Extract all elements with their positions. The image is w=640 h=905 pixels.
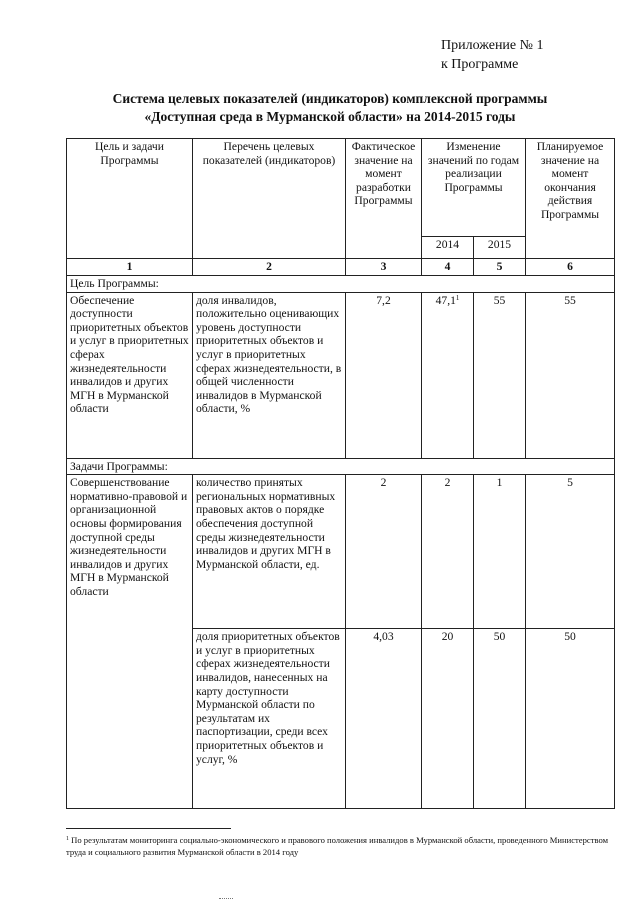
header-year-2014: 2014 xyxy=(422,237,474,259)
indicator-text: количество принятых региональных нормативных правовых актов о порядке обеспечения доступной среды жизнедеятельности инвалидов и других МГН в Мурманской области, ед. xyxy=(193,475,346,629)
goal-text: Обеспечение доступности приоритетных объектов и услуг в приоритетных сферах жизнедеятельности инвалидов и других МГН в Мурманской области xyxy=(67,292,193,458)
actual-value: 7,2 xyxy=(346,292,422,458)
section-goal-label: Цель Программы: xyxy=(67,276,615,293)
column-number: 4 xyxy=(422,259,474,276)
table-row xyxy=(67,292,615,458)
header-planned-value: Планируемое значение на момент окончания действия Программы xyxy=(526,139,615,259)
value-2014-number: 47,1 xyxy=(435,293,456,307)
value-2014: 2 xyxy=(422,475,474,629)
indicators-table xyxy=(66,138,615,809)
planned-value: 55 xyxy=(526,292,615,458)
header-change-by-year: Изменение значений по годам реализации Программы xyxy=(422,139,526,237)
table-row xyxy=(67,475,615,629)
column-number: 1 xyxy=(67,259,193,276)
planned-value: 5 xyxy=(526,475,615,629)
appendix-number: Приложение № 1 xyxy=(441,38,544,53)
value-2014 xyxy=(422,292,474,458)
value-2014: 20 xyxy=(422,629,474,809)
header-indicators: Перечень целевых показателей (индикаторов) xyxy=(193,139,346,259)
footnote-marker: 1 xyxy=(455,293,460,302)
indicator-text: доля инвалидов, положительно оценивающих уровень доступности приоритетных объектов и услуг в приоритетных сферах жизнедеятельности, в общей численности инвалидов в Мурманской области, % xyxy=(193,292,346,458)
value-2015: 1 xyxy=(474,475,526,629)
column-number: 5 xyxy=(474,259,526,276)
indicator-text: доля приоритетных объектов и услуг в приоритетных сферах жизнедеятельности инвалидов, нанесенных на карту доступности Мурманской области по результатам их паспортизации, среди всех приоритетных объектов и услуг, % xyxy=(193,629,346,809)
footnote xyxy=(66,834,614,858)
actual-value: 4,03 xyxy=(346,629,422,809)
task-text: Совершенствование нормативно-правовой и организационной основы формирования доступной среды жизнедеятельности инвалидов и других МГН в Мурманской области xyxy=(67,475,193,809)
appendix-reference: к Программе xyxy=(441,57,519,72)
title-line-2: «Доступная среда в Мурманской области» на 2014-2015 годы xyxy=(144,109,516,124)
value-2015: 50 xyxy=(474,629,526,809)
column-number: 3 xyxy=(346,259,422,276)
document-title xyxy=(40,90,620,126)
appendix-label xyxy=(441,36,544,74)
actual-value: 2 xyxy=(346,475,422,629)
header-actual-value: Фактическое значение на момент разработки Программы xyxy=(346,139,422,259)
column-number: 2 xyxy=(193,259,346,276)
value-2015: 55 xyxy=(474,292,526,458)
footnote-separator xyxy=(66,828,231,829)
page-mark xyxy=(219,898,233,899)
planned-value: 50 xyxy=(526,629,615,809)
section-tasks-label: Задачи Программы: xyxy=(67,458,615,475)
footnote-text: По результатам мониторинга социально-экономического и правового положения инвалидов в Мурманской области, проведенного Министерством труда и социального развития Мурманской области в 2014 году xyxy=(66,835,609,857)
header-goals: Цель и задачи Программы xyxy=(67,139,193,259)
footnote-number: 1 xyxy=(66,836,69,842)
column-number: 6 xyxy=(526,259,615,276)
header-year-2015: 2015 xyxy=(474,237,526,259)
title-line-1: Система целевых показателей (индикаторов) комплексной программы xyxy=(112,91,548,106)
